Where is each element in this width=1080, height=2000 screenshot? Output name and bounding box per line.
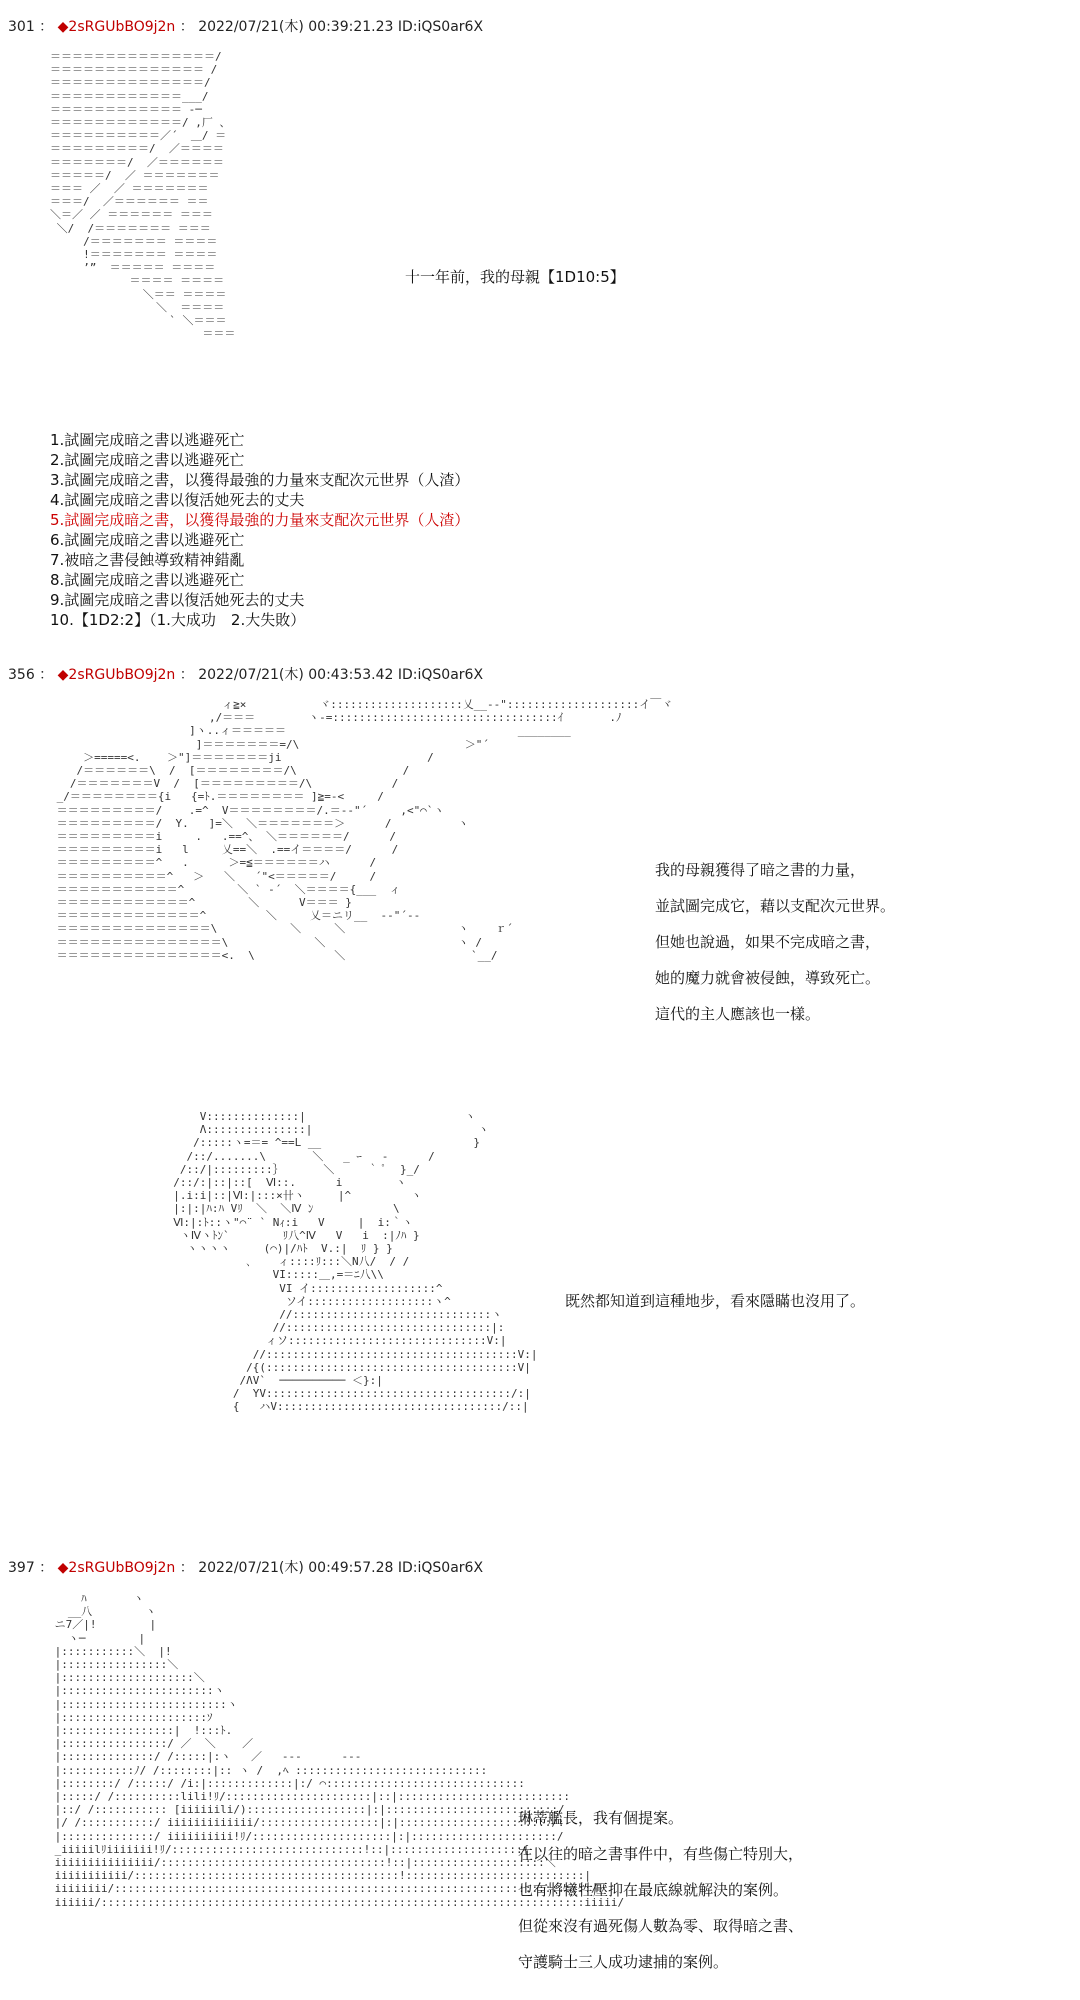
- ascii-art-356: ィ≧× ヾ::::::::::::::::::::乂__-‐"::::::::::::::::::::イ￣ヾ ,/＝＝＝ ヽ-=::::::::::::::::::::::::::::::::::ｲ .ﾉ ]ヽ..ィ＝＝＝＝＝ ________ ]＝＝＝＝＝＝＝=/\ ＞"´ ＞=====<. ＞"]＝＝＝＝＝＝＝ji / /＝＝＝＝＝＝\ / [＝＝＝＝＝＝＝＝/\ / /＝＝＝＝＝＝＝V / [＝＝＝＝＝＝＝＝＝/\ / _/＝＝＝＝＝＝＝＝{i {=ﾄ.＝＝＝＝＝＝＝＝ ]≧=-< / ＝＝＝＝＝＝＝＝＝/ .=^ V＝＝＝＝＝＝＝＝/.＝-‐"´ ,<"⌒`ヽ ＝＝＝＝＝＝＝＝＝/ Y. ]=＼ ＼＝＝＝＝＝＝＝＞ / ヽ ＝＝＝＝＝＝＝＝＝i . .==^、 ＼＝＝＝＝＝＝/ / ＝＝＝＝＝＝＝＝＝i l 乂==＼ .==イ＝＝＝＝/ / ＝＝＝＝＝＝＝＝＝^ . ＞=≦＝＝＝＝＝＝ハ / ＝＝＝＝＝＝＝＝＝＝^ ＞ ＼ ´"<＝＝＝＝＝/ / ＝＝＝＝＝＝＝＝＝＝＝^ ＼ ` -´ ＼＝＝＝＝{___ ィ ＝＝＝＝＝＝＝＝＝＝＝＝^ ＼ V＝＝＝ } ＝＝＝＝＝＝＝＝＝＝＝＝＝^ ＼ 乂＝ニリ__ -‐"´‐- ＝＝＝＝＝＝＝＝＝＝＝＝＝＝\ ＼ ＼ ヽ ｒ´ ＝＝＝＝＝＝＝＝＝＝＝＝＝＝＝\ ＼ ヽ / ＝＝＝＝＝＝＝＝＝＝＝＝＝＝＝<. \ ＼ `__/: [56, 698, 673, 962]
- post-header-397: 397 ： ◆2sRGUbBO9j2n ： 2022/07/21(木) 00:49:57.28 ID:iQS0ar6X: [8, 1560, 484, 1576]
- story-text-397: [518, 1800, 803, 1980]
- choice-list: [50, 430, 469, 630]
- story-line: 但她也說過，如果不完成暗之書，: [655, 933, 881, 951]
- story-line: 在以往的暗之書事件中，有些傷亡特別大，: [518, 1845, 804, 1863]
- post-number[interactable]: 397: [8, 1560, 35, 1576]
- story-line: 守護騎士三人成功逮捕的案例。: [518, 1953, 729, 1971]
- story-text-356b: 既然都知道到這種地步，看來隱瞞也沒用了。: [565, 1292, 866, 1310]
- story-line: 也有將犧牲壓抑在最底線就解決的案例。: [518, 1881, 789, 1899]
- story-line: 她的魔力就會被侵蝕，導致死亡。: [655, 969, 881, 987]
- list-item: 2.試圖完成暗之書以逃避死亡: [50, 451, 245, 469]
- post-datetime: 2022/07/21(木) 00:43:53.42: [198, 667, 394, 683]
- post-number[interactable]: 356: [8, 667, 35, 683]
- ascii-art-356b: V::::::::::::::| ヽ Λ:::::::::::::::| ヽ /:::::ヽ=＝= ^==L __ } /::/.......\ ＼ _ ｰ - / /::/|:::::::::｝ ＼ ｀ ﾟ }_/ /::/:|::|::[ Ⅵ::. i ヽ |.i:i|::|Ⅵ:|:::×卄ヽ |^ ヽ |:|:|ﾊ:ﾊ Vﾘ ＼ ＼Ⅳ ﾝ \ Ⅵ:|:ﾄ::ヽ"⌒¨ ` Nｨ:i V | i:｀ヽ ヽⅣヽﾄﾝ` ﾘ八^Ⅳ V i :|ﾉﾊ } ヽヽヽヽ (⌒)|/ﾊﾄ V.:| ﾘ } } ､ ィ::::ﾘ:::＼N八/ / / VI:::::＿,=＝ﾆ八\\ VI イ:::::::::::::::::::^ ソイ:::::::::::::::::::ヽ^ //::::::::::::::::::::::::::::::ヽ //:::::::::::::::::::::::::::::::|: ィソ::::::::::::::::::::::::::::::V:| //::::::::::::::::::::::::::::::::::::::V:| /{(::::::::::::::::::::::::::::::::::::::V| /ΛV` ────────── ＜}:| / YV:::::::::::::::::::::::::::::::::::::/:| { ハV::::::::::::::::::::::::::::::::::/::|: [173, 1110, 538, 1414]
- poster-id[interactable]: ID:iQS0ar6X: [397, 667, 484, 683]
- post-header-356: 356 ： ◆2sRGUbBO9j2n ： 2022/07/21(木) 00:43:53.42 ID:iQS0ar6X: [8, 667, 484, 683]
- trip-diamond-icon: ◆: [57, 667, 69, 683]
- list-item-selected: 5.試圖完成暗之書，以獲得最強的力量來支配次元世界（人渣）: [50, 511, 470, 529]
- post-header-301: 301 ： ◆2sRGUbBO9j2n ： 2022/07/21(木) 00:39:21.23 ID:iQS0ar6X: [8, 19, 484, 35]
- ascii-art-397: ﾊ ヽ __八 ヽ ニ7／|! | ヽ─ | |:::::::::::＼ |! |::::::::::::::::＼ |::::::::::::::::::::＼ |:::::::::::::::::::::::ヽ |:::::::::::::::::::::::::ヽ |::::::::::::::::::::::ｿ |:::::::::::::::::| !:::ﾄ. |::::::::::::::::/ ／ ＼ ／ |::::::::::::::/ /:::::|:ヽ ／ --- --- |:::::::::::ﾉ/ /::::::::|:: ヽ / ,ﾍ ::::::::::::::::::::::::::::: |::::::::/ /:::::/ /i:|:::::::::::::|:/ ⌒:::::::::::::::::::::::::::::: |:::::/ /::::::::::lili!ﾘ/::::::::::::::::::::::|::|:::::::::::::::::::::::::: |::/ /::::::::::: [iiiiiili/)::::::::::::::::::|:|::::::::::::::::::::::::::/ |/ /:::::::::::/ iiiiiiiiiiiii/::::::::::::::::::|:|:::::::::::::::::::::::/: |::::::::::::::/ iiiiiiiiii!ﾘ/:::::::::::::::::::::|:|::::::::::::::::::::::/ _iiiiilﾘiiiiiii!ﾘ/:::::::::::::::::::::::::::::!::|::::::::::::::::::::{ iiiiiiiiiiiiiii/::::::::::::::::::::::::::::::::::!::|::::::::::::::::::::＼ iiiiiiiiiii/::::::::::::::::::::::::::::::::::::::::!:::::::::::::::::::::::::::| iiiiiiii/::::::::::::::::::::::::::::::::::::::::::::::::::::::::::::::::::::::::/ iiiiii/:::::::::::::::::::::::::::::::::::::::::::::::::::::::::::::::::::::::::iiiii/: [54, 1592, 625, 1909]
- list-item: 6.試圖完成暗之書以逃避死亡: [50, 531, 245, 549]
- poster-name: 2sRGUbBO9j2n: [68, 19, 176, 35]
- list-item: 1.試圖完成暗之書以逃避死亡: [50, 431, 245, 449]
- post-datetime: 2022/07/21(木) 00:49:57.28: [198, 1560, 394, 1576]
- poster-name: 2sRGUbBO9j2n: [68, 1560, 176, 1576]
- list-item: 3.試圖完成暗之書，以獲得最強的力量來支配次元世界（人渣）: [50, 471, 470, 489]
- list-item: 8.試圖完成暗之書以逃避死亡: [50, 571, 245, 589]
- poster-id[interactable]: ID:iQS0ar6X: [397, 1560, 484, 1576]
- poster-id[interactable]: ID:iQS0ar6X: [397, 19, 484, 35]
- trip-diamond-icon: ◆: [57, 1560, 69, 1576]
- story-line: 但從來沒有過死傷人數為零、取得暗之書、: [518, 1917, 804, 1935]
- poster-name: 2sRGUbBO9j2n: [68, 667, 176, 683]
- ascii-art-301: ＝＝＝＝＝＝＝＝＝＝＝＝＝＝＝/ ＝＝＝＝＝＝＝＝＝＝＝＝＝＝ / ＝＝＝＝＝＝＝＝＝＝＝＝＝＝/ ＝＝＝＝＝＝＝＝＝＝＝＝___/ ＝＝＝＝＝＝＝＝＝＝＝＝ -─ ＝＝＝＝＝＝＝＝＝＝＝＝/ ,厂 、 ＝＝＝＝＝＝＝＝＝＝／´ ＿/ ＝ ＝＝＝＝＝＝＝＝＝/ ／＝＝＝＝ ＝＝＝＝＝＝＝/ ／＝＝＝＝＝＝ ＝＝＝＝＝/ ／ ＝＝＝＝＝＝＝ ＝＝＝ ／ ／ ＝＝＝＝＝＝＝ ＝＝＝/ ／＝＝＝＝＝＝ ＝＝ ＼＝／ ／ ＝＝＝＝＝＝ ＝＝＝ ＼/ /＝＝＝＝＝＝＝ ＝＝＝ /＝＝＝＝＝＝＝ ＝＝＝＝ !＝＝＝＝＝＝＝ ＝＝＝＝ ’” ＝＝＝＝＝ ＝＝＝＝ ＝＝＝＝ ＝＝＝＝ ＼＝＝ ＝＝＝＝ ＼ ＝＝＝＝ ` ＼＝＝＝ ＝＝＝: [50, 50, 236, 341]
- story-text-356: [655, 852, 895, 1032]
- list-item: 10.【1D2:2】（1.大成功 2.大失敗）: [50, 611, 306, 629]
- story-line: 這代的主人應該也一樣。: [655, 1005, 821, 1023]
- list-item: 4.試圖完成暗之書以復活她死去的丈夫: [50, 491, 305, 509]
- story-line: 琳蒂艦長，我有個提案。: [518, 1809, 684, 1827]
- trip-diamond-icon: ◆: [57, 19, 69, 35]
- post-datetime: 2022/07/21(木) 00:39:21.23: [198, 19, 394, 35]
- list-item: 9.試圖完成暗之書以復活她死去的丈夫: [50, 591, 305, 609]
- story-line: 並試圖完成它，藉以支配次元世界。: [655, 897, 896, 915]
- post-number[interactable]: 301: [8, 19, 35, 35]
- story-line: 我的母親獲得了暗之書的力量，: [655, 861, 866, 879]
- list-item: 7.被暗之書侵蝕導致精神錯亂: [50, 551, 245, 569]
- caption-301: 十一年前，我的母親【1D10:5】: [405, 268, 625, 286]
